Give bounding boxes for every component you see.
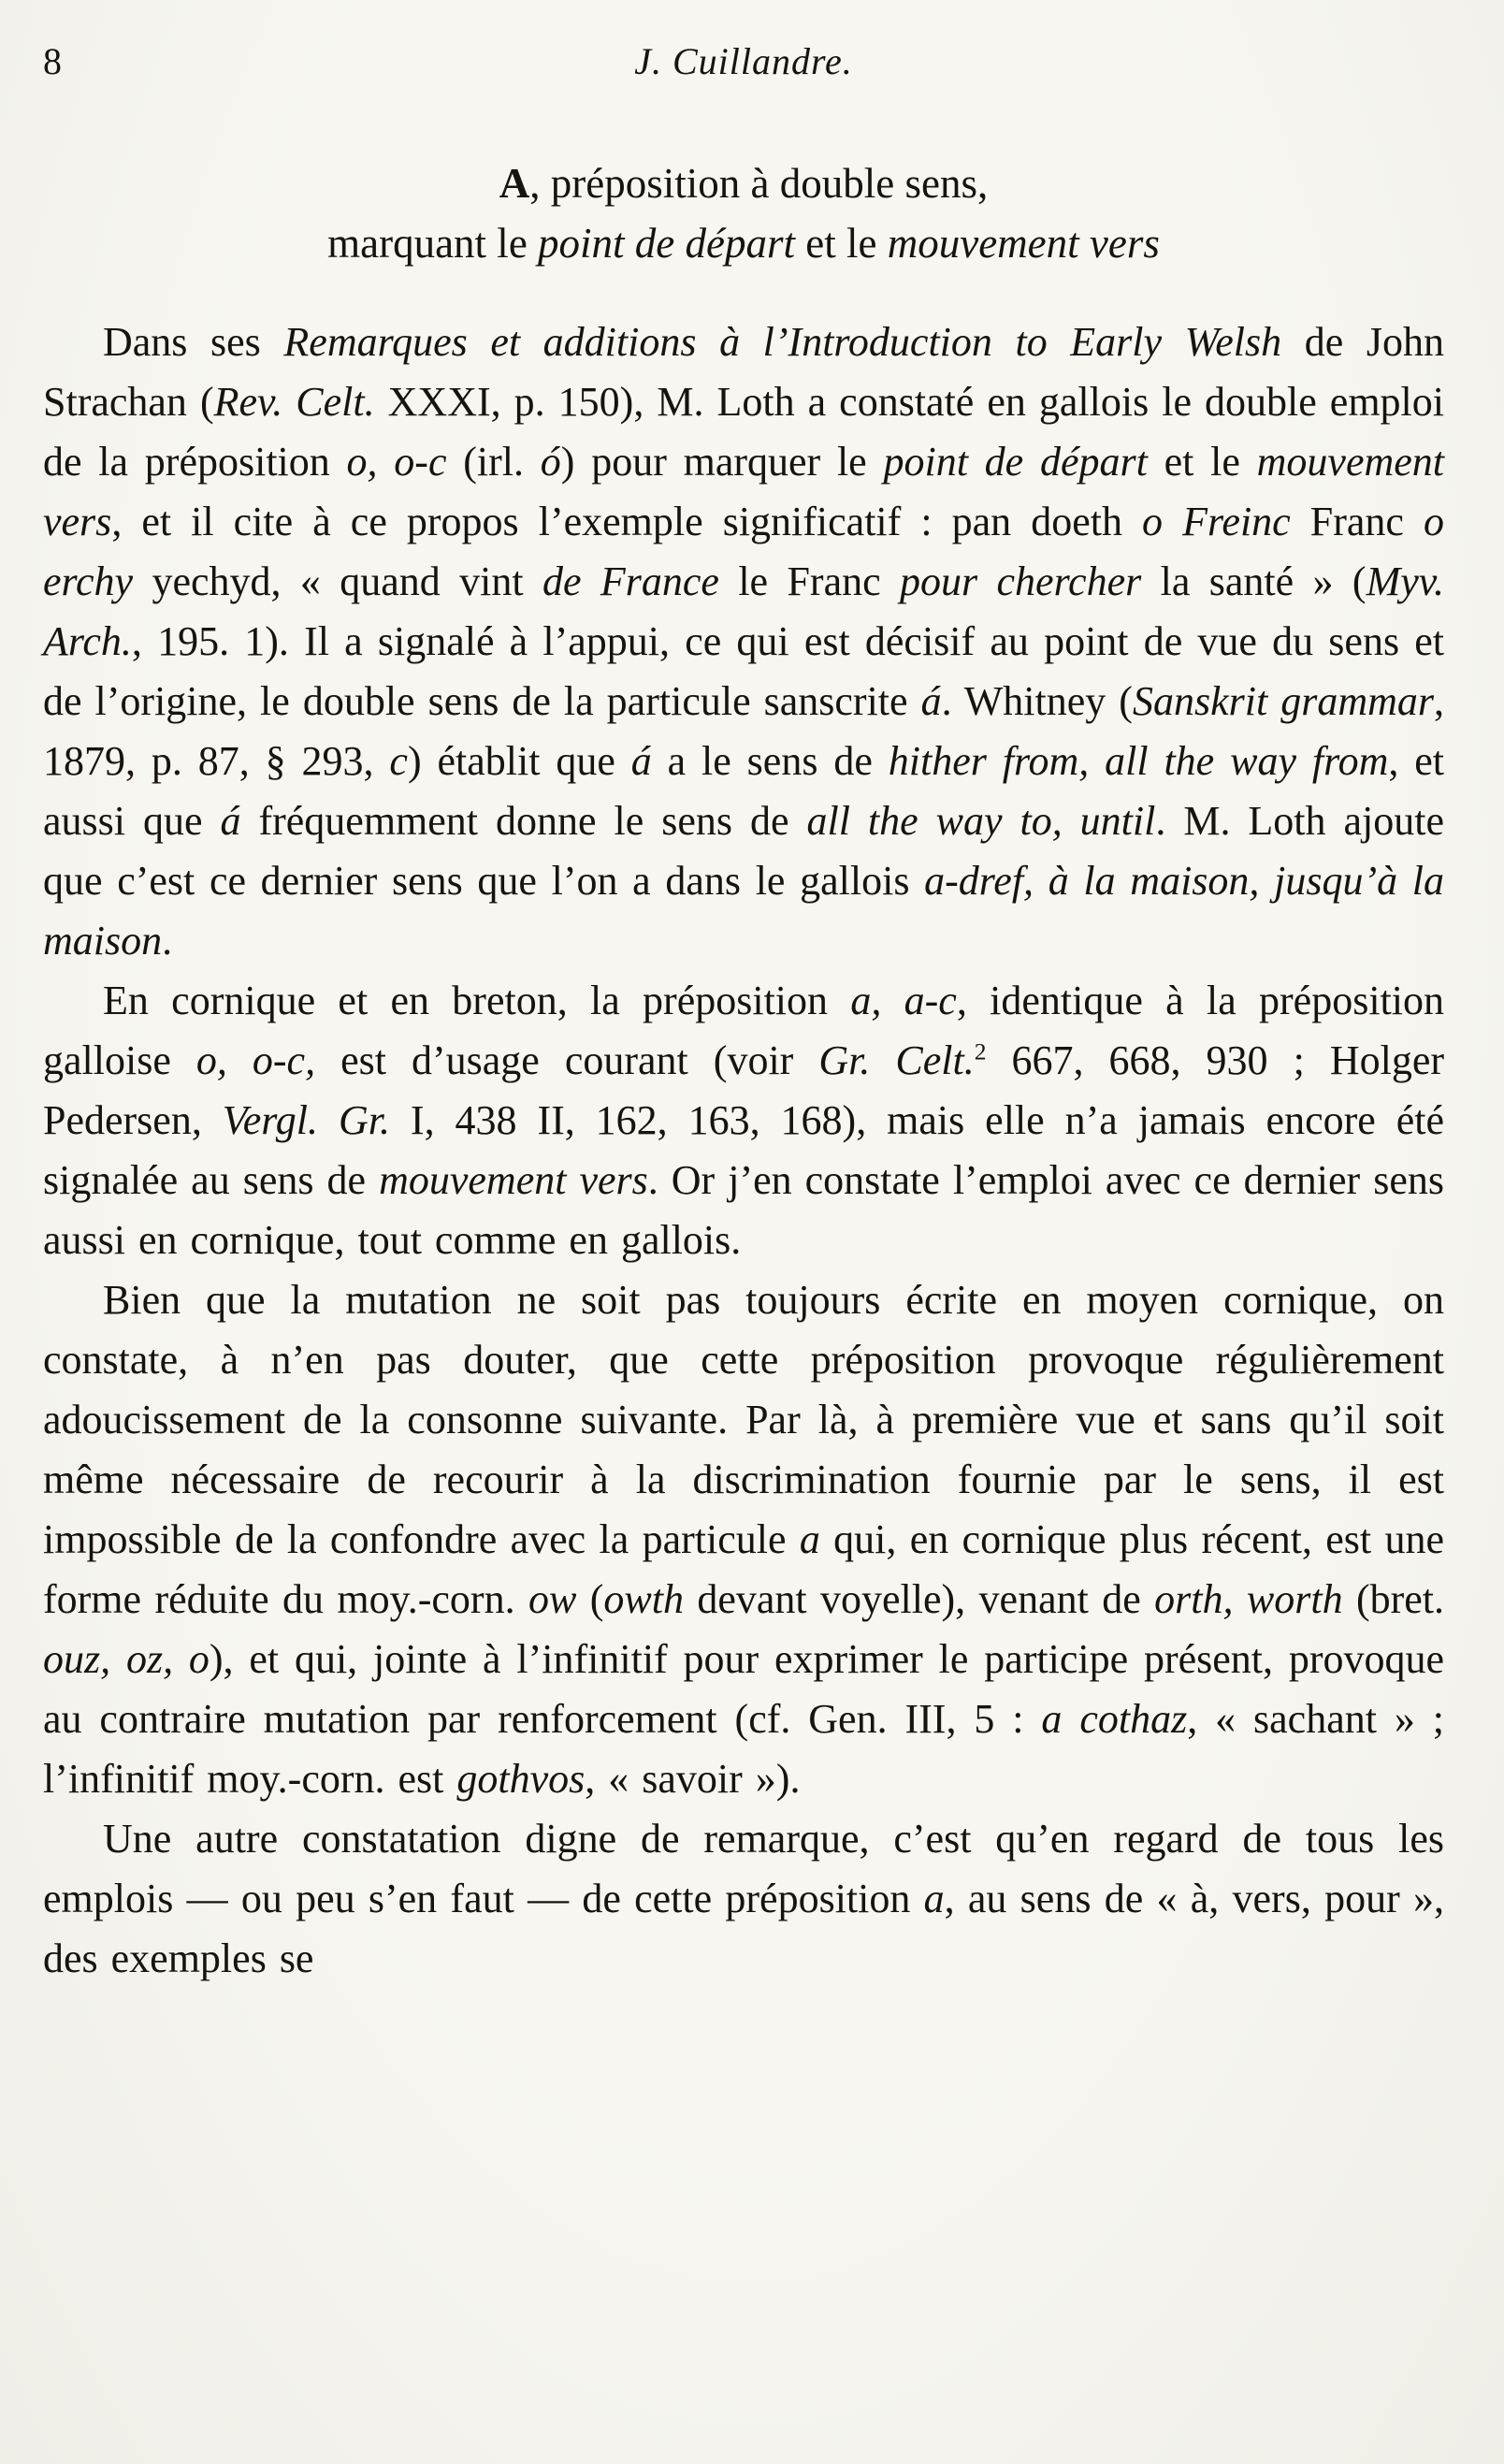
body-text [43,312,1444,1989]
body-paragraph: Bien que la mutation ne soit pas toujours écrite en moyen cornique, on constate, à n’en pas douter, que cette préposition provoque régulièrement adoucissement de la consonne suivante. Par là, à première vue et sans qu’il soit même nécessaire de recourir à la discrimination fournie par le sens, il est impossible de la confondre avec la particule a qui, en cornique plus récent, est une forme réduite du moy.-corn. ow (owth devant voyelle), venant de orth, worth (bret. ouz, oz, o), et qui, jointe à l’infinitif pour exprimer le participe présent, provoque au contraire mutation par renforcement (cf. Gen. III, 5 : a cothaz, « sachant » ; l’infinitif moy.-corn. est gothvos, « savoir »). [43,1277,1445,1802]
article-title-line-2: marquant le point de départ et le mouvement vers [327,220,1160,267]
body-paragraph: Une autre constatation digne de remarque, c’est qu’en regard de tous les emplois — ou peu s’en faut — de cette préposition a, au sens de « à, vers, pour », des exemples se [43,1816,1444,1981]
page-header [43,34,1444,95]
running-head: J. Cuillandre. [634,40,853,82]
page-number: 8 [43,40,62,82]
body-paragraph: Dans ses Remarques et additions à l’Introduction to Early Welsh de John Strachan (Rev. Celt. XXXI, p. 150), M. Loth a constaté en gallois le double emploi de la préposition o, o-c (irl. ó) pour marquer le point de départ et le mouvement vers, et il cite à ce propos l’exemple significatif : pan doeth o Freinc Franc o erchy yechyd, « quand vint de France le Franc pour chercher la santé » (Myv. Arch., 195. 1). Il a signalé à l’appui, ce qui est décisif au point de vue du sens et de l’origine, le double sens de la particule sanscrite á. Whitney (Sanskrit grammar, 1879, p. 87, § 293, c) établit que á a le sens de hither from, all the way from, et aussi que á fréquemment donne le sens de all the way to, until. M. Loth ajoute que c’est ce dernier sens que l’on a dans le gallois a-dref, à la maison, jusqu’à la maison. [43,319,1445,964]
article-title-line-1: A, préposition à double sens, [499,160,989,207]
body-paragraph: En cornique et en breton, la préposition a, a-c, identique à la préposition galloise o, o-c, est d’usage courant (voir Gr. Celt.$^2$ 667, 668, 930 ; Holger Pedersen, Vergl. Gr. I, 438 II, 162, 163, 168), mais elle n’a jamais encore été signalée au sens de mouvement vers. Or j’en constate l’emploi avec ce dernier sens aussi en cornique, tout comme en gallois. [43,978,1445,1263]
article-title [43,153,1444,273]
